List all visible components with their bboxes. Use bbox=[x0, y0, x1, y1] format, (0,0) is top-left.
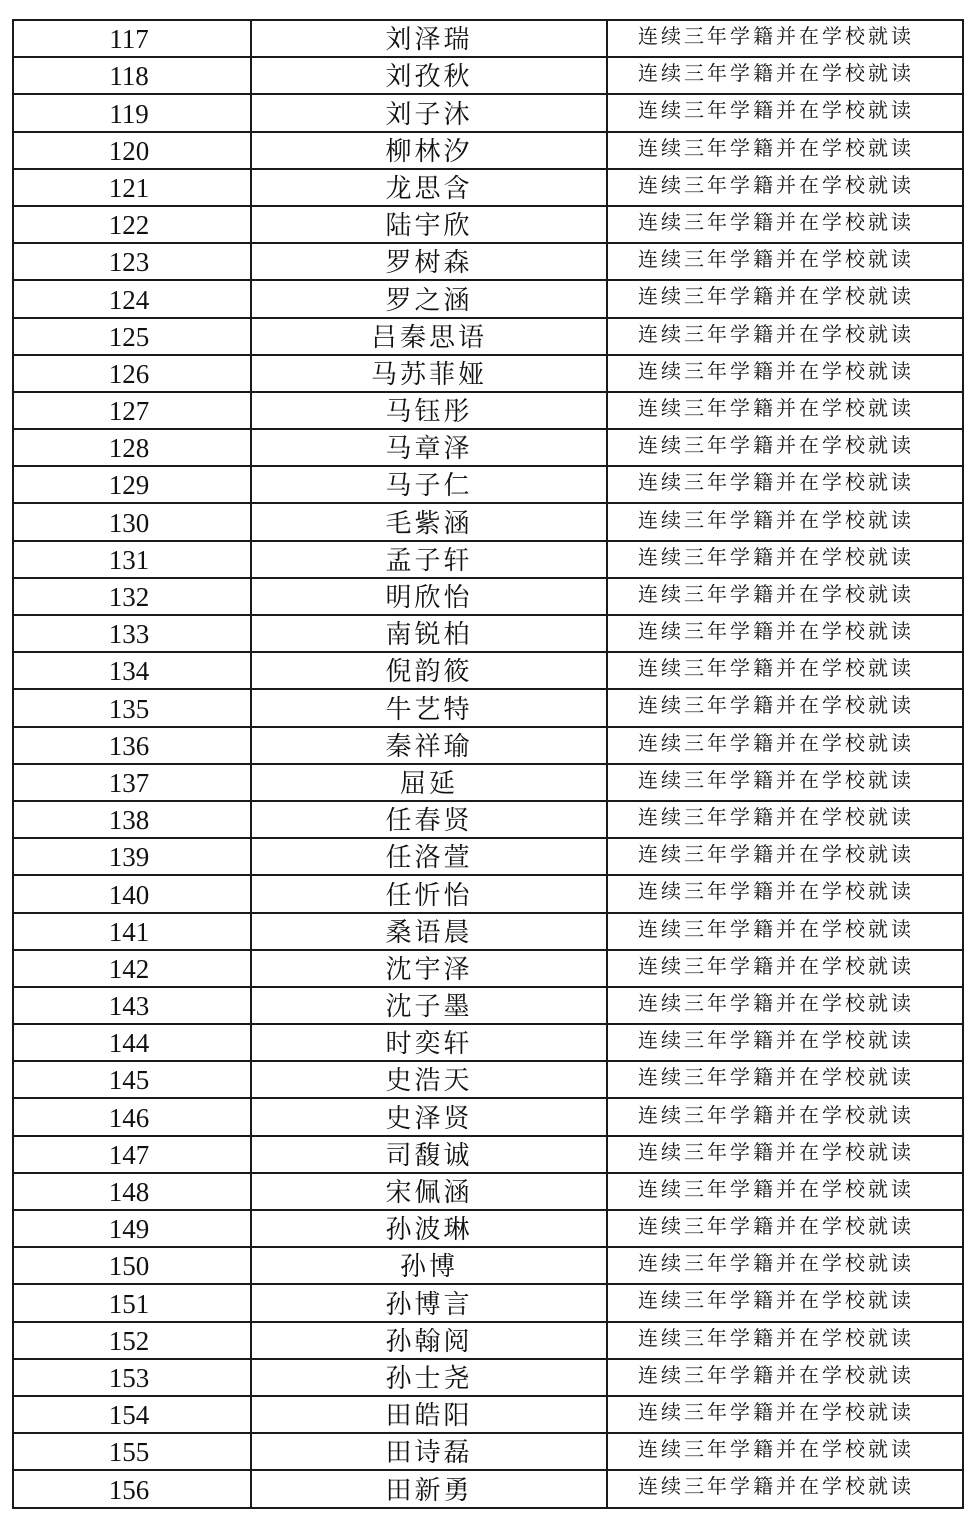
table-row bbox=[14, 579, 962, 616]
table-row bbox=[14, 281, 962, 318]
table-row bbox=[14, 988, 962, 1025]
row-number: 146 bbox=[14, 1099, 252, 1134]
table-row bbox=[14, 1323, 962, 1360]
student-name: 任春贤 bbox=[252, 802, 608, 837]
student-name: 毛紫涵 bbox=[252, 504, 608, 539]
table-row bbox=[14, 616, 962, 653]
table-row bbox=[14, 1025, 962, 1062]
row-number: 124 bbox=[14, 281, 252, 316]
enrollment-status: 连续三年学籍并在学校就读 bbox=[638, 135, 914, 160]
table-row bbox=[14, 95, 962, 132]
enrollment-status: 连续三年学籍并在学校就读 bbox=[638, 544, 914, 569]
enrollment-status: 连续三年学籍并在学校就读 bbox=[638, 61, 914, 86]
table-row bbox=[14, 319, 962, 356]
row-number: 138 bbox=[14, 802, 252, 837]
student-name: 马子仁 bbox=[252, 467, 608, 502]
student-name: 罗之涵 bbox=[252, 281, 608, 316]
table-row bbox=[14, 765, 962, 802]
enrollment-status: 连续三年学籍并在学校就读 bbox=[638, 247, 914, 272]
enrollment-status: 连续三年学籍并在学校就读 bbox=[638, 395, 914, 420]
student-name: 孙翰阅 bbox=[252, 1323, 608, 1358]
row-number: 123 bbox=[14, 244, 252, 279]
row-number: 149 bbox=[14, 1211, 252, 1246]
table-row bbox=[14, 1434, 962, 1471]
enrollment-status: 连续三年学籍并在学校就读 bbox=[638, 1474, 914, 1499]
student-table bbox=[12, 19, 964, 1509]
row-number: 153 bbox=[14, 1360, 252, 1395]
enrollment-status: 连续三年学籍并在学校就读 bbox=[638, 98, 914, 123]
student-name: 南锐柏 bbox=[252, 616, 608, 651]
row-number: 154 bbox=[14, 1397, 252, 1432]
row-number: 120 bbox=[14, 133, 252, 168]
table-row bbox=[14, 58, 962, 95]
row-number: 155 bbox=[14, 1434, 252, 1469]
student-name: 田新勇 bbox=[252, 1471, 608, 1506]
row-number: 132 bbox=[14, 579, 252, 614]
table-row bbox=[14, 914, 962, 951]
row-number: 152 bbox=[14, 1323, 252, 1358]
student-name: 屈延 bbox=[252, 765, 608, 800]
student-name: 柳林汐 bbox=[252, 133, 608, 168]
enrollment-status: 连续三年学籍并在学校就读 bbox=[638, 1214, 914, 1239]
table-row bbox=[14, 170, 962, 207]
student-name: 刘泽瑞 bbox=[252, 21, 608, 56]
enrollment-status: 连续三年学籍并在学校就读 bbox=[638, 767, 914, 792]
row-number: 129 bbox=[14, 467, 252, 502]
enrollment-status: 连续三年学籍并在学校就读 bbox=[638, 24, 914, 49]
student-name: 刘子沐 bbox=[252, 95, 608, 130]
table-row bbox=[14, 1099, 962, 1136]
enrollment-status: 连续三年学籍并在学校就读 bbox=[638, 1325, 914, 1350]
enrollment-status: 连续三年学籍并在学校就读 bbox=[638, 1362, 914, 1387]
enrollment-status: 连续三年学籍并在学校就读 bbox=[638, 321, 914, 346]
enrollment-status: 连续三年学籍并在学校就读 bbox=[638, 990, 914, 1015]
row-number: 144 bbox=[14, 1025, 252, 1060]
table-row bbox=[14, 728, 962, 765]
table-row bbox=[14, 1211, 962, 1248]
row-number: 145 bbox=[14, 1062, 252, 1097]
enrollment-status: 连续三年学籍并在学校就读 bbox=[638, 1288, 914, 1313]
row-number: 125 bbox=[14, 319, 252, 354]
student-name: 任忻怡 bbox=[252, 876, 608, 911]
student-name: 沈宇泽 bbox=[252, 951, 608, 986]
table-row bbox=[14, 133, 962, 170]
table-row bbox=[14, 244, 962, 281]
enrollment-status: 连续三年学籍并在学校就读 bbox=[638, 693, 914, 718]
table-row bbox=[14, 802, 962, 839]
student-name: 史泽贤 bbox=[252, 1099, 608, 1134]
table-row bbox=[14, 467, 962, 504]
row-number: 119 bbox=[14, 95, 252, 130]
enrollment-status: 连续三年学籍并在学校就读 bbox=[638, 879, 914, 904]
student-name: 司馥诚 bbox=[252, 1137, 608, 1172]
student-name: 宋佩涵 bbox=[252, 1174, 608, 1209]
enrollment-status: 连续三年学籍并在学校就读 bbox=[638, 656, 914, 681]
student-name: 任洛萱 bbox=[252, 839, 608, 874]
enrollment-status: 连续三年学籍并在学校就读 bbox=[638, 916, 914, 941]
table-row bbox=[14, 653, 962, 690]
student-name: 倪韵筱 bbox=[252, 653, 608, 688]
enrollment-status: 连续三年学籍并在学校就读 bbox=[638, 358, 914, 383]
enrollment-status: 连续三年学籍并在学校就读 bbox=[638, 953, 914, 978]
enrollment-status: 连续三年学籍并在学校就读 bbox=[638, 1065, 914, 1090]
enrollment-status: 连续三年学籍并在学校就读 bbox=[638, 619, 914, 644]
row-number: 126 bbox=[14, 356, 252, 391]
row-number: 136 bbox=[14, 728, 252, 763]
table-row bbox=[14, 1285, 962, 1322]
row-number: 134 bbox=[14, 653, 252, 688]
enrollment-status: 连续三年学籍并在学校就读 bbox=[638, 730, 914, 755]
row-number: 150 bbox=[14, 1248, 252, 1283]
enrollment-status: 连续三年学籍并在学校就读 bbox=[638, 1400, 914, 1425]
student-name: 孙博 bbox=[252, 1248, 608, 1283]
enrollment-status: 连续三年学籍并在学校就读 bbox=[638, 433, 914, 458]
student-name: 刘孜秋 bbox=[252, 58, 608, 93]
enrollment-status: 连续三年学籍并在学校就读 bbox=[638, 284, 914, 309]
row-number: 143 bbox=[14, 988, 252, 1023]
student-name: 孙波琳 bbox=[252, 1211, 608, 1246]
table-row bbox=[14, 207, 962, 244]
table-row bbox=[14, 1062, 962, 1099]
enrollment-status: 连续三年学籍并在学校就读 bbox=[638, 1176, 914, 1201]
enrollment-status: 连续三年学籍并在学校就读 bbox=[638, 1102, 914, 1127]
row-number: 148 bbox=[14, 1174, 252, 1209]
row-number: 121 bbox=[14, 170, 252, 205]
enrollment-status: 连续三年学籍并在学校就读 bbox=[638, 210, 914, 235]
row-number: 147 bbox=[14, 1137, 252, 1172]
student-name: 马章泽 bbox=[252, 430, 608, 465]
row-number: 135 bbox=[14, 690, 252, 725]
student-name: 马钰彤 bbox=[252, 393, 608, 428]
table-row bbox=[14, 393, 962, 430]
student-name: 田诗磊 bbox=[252, 1434, 608, 1469]
table-row bbox=[14, 430, 962, 467]
row-number: 133 bbox=[14, 616, 252, 651]
enrollment-status: 连续三年学籍并在学校就读 bbox=[638, 581, 914, 606]
enrollment-status: 连续三年学籍并在学校就读 bbox=[638, 1139, 914, 1164]
table-row bbox=[14, 356, 962, 393]
student-name: 孙博言 bbox=[252, 1285, 608, 1320]
enrollment-status: 连续三年学籍并在学校就读 bbox=[638, 507, 914, 532]
table-row bbox=[14, 1174, 962, 1211]
table-row bbox=[14, 876, 962, 913]
row-number: 142 bbox=[14, 951, 252, 986]
table-row bbox=[14, 951, 962, 988]
row-number: 128 bbox=[14, 430, 252, 465]
enrollment-status: 连续三年学籍并在学校就读 bbox=[638, 1028, 914, 1053]
table-row bbox=[14, 1471, 962, 1508]
student-name: 马苏菲娅 bbox=[252, 356, 608, 391]
table-row bbox=[14, 1360, 962, 1397]
table-row bbox=[14, 839, 962, 876]
table-row bbox=[14, 21, 962, 58]
student-name: 秦祥瑜 bbox=[252, 728, 608, 763]
student-name: 吕秦思语 bbox=[252, 319, 608, 354]
student-name: 龙思含 bbox=[252, 170, 608, 205]
row-number: 137 bbox=[14, 765, 252, 800]
table-row bbox=[14, 1248, 962, 1285]
student-name: 孙士尧 bbox=[252, 1360, 608, 1395]
row-number: 118 bbox=[14, 58, 252, 93]
student-name: 沈子墨 bbox=[252, 988, 608, 1023]
enrollment-status: 连续三年学籍并在学校就读 bbox=[638, 1437, 914, 1462]
row-number: 139 bbox=[14, 839, 252, 874]
row-number: 141 bbox=[14, 914, 252, 949]
student-name: 陆宇欣 bbox=[252, 207, 608, 242]
student-name: 牛艺特 bbox=[252, 690, 608, 725]
row-number: 151 bbox=[14, 1285, 252, 1320]
student-name: 史浩天 bbox=[252, 1062, 608, 1097]
student-name: 孟子轩 bbox=[252, 542, 608, 577]
enrollment-status: 连续三年学籍并在学校就读 bbox=[638, 470, 914, 495]
table-row bbox=[14, 1137, 962, 1174]
enrollment-status: 连续三年学籍并在学校就读 bbox=[638, 1251, 914, 1276]
row-number: 127 bbox=[14, 393, 252, 428]
row-number: 131 bbox=[14, 542, 252, 577]
student-name: 时奕轩 bbox=[252, 1025, 608, 1060]
row-number: 156 bbox=[14, 1471, 252, 1506]
row-number: 140 bbox=[14, 876, 252, 911]
enrollment-status: 连续三年学籍并在学校就读 bbox=[638, 805, 914, 830]
row-number: 117 bbox=[14, 21, 252, 56]
table-row bbox=[14, 504, 962, 541]
student-name: 田皓阳 bbox=[252, 1397, 608, 1432]
table-row bbox=[14, 1397, 962, 1434]
row-number: 130 bbox=[14, 504, 252, 539]
table-row bbox=[14, 690, 962, 727]
enrollment-status: 连续三年学籍并在学校就读 bbox=[638, 172, 914, 197]
enrollment-status: 连续三年学籍并在学校就读 bbox=[638, 842, 914, 867]
row-number: 122 bbox=[14, 207, 252, 242]
student-name: 桑语晨 bbox=[252, 914, 608, 949]
student-name: 罗树森 bbox=[252, 244, 608, 279]
table-row bbox=[14, 542, 962, 579]
student-name: 明欣怡 bbox=[252, 579, 608, 614]
